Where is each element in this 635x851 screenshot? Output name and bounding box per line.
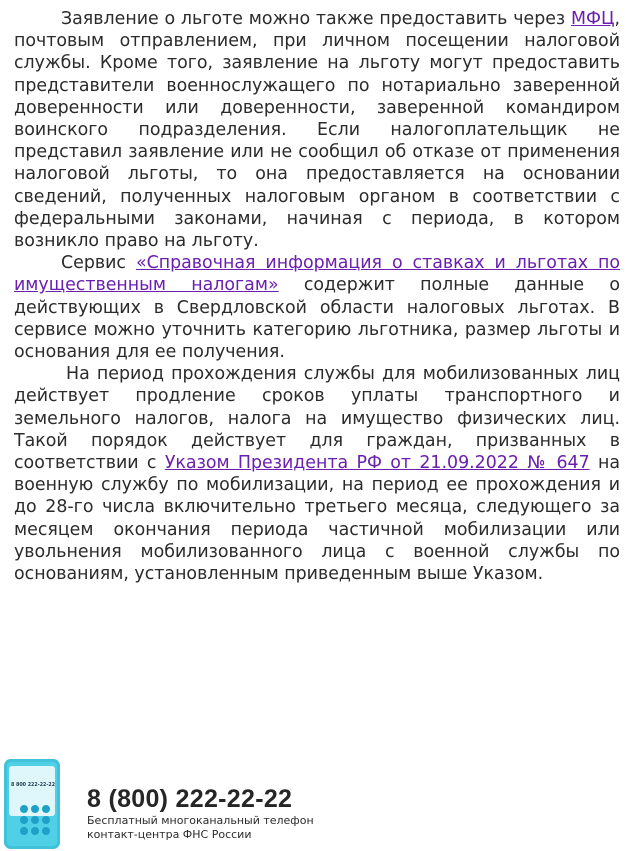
- phone-keypad-icon: [4, 759, 60, 849]
- key-dot: [42, 816, 50, 824]
- paragraph-text: На период прохождения службы для мобилизованных лиц действует продление сроков уплаты транспортного и земельного налогов, налога на имущество физических лиц. Такой порядок действует для граждан, призванных в соответствии с: [14, 364, 620, 474]
- hotline-phone-number: 8 (800) 222-22-22: [87, 785, 293, 813]
- paragraph-service: [14, 252, 620, 363]
- mfc-link[interactable]: МФЦ: [570, 9, 615, 29]
- paragraph-text: на военную службу по мобилизации, на период ее прохождения и до 28-го числа включительно третьего месяца, следующего за месяцем окончания периода частичной мобилизации или увольнения мобилизованного лица с военной службы по основаниям, установленным приведенным выше Указом.: [14, 453, 620, 585]
- presidential-decree-link[interactable]: Указом Президента РФ от 21.09.2022 № 647: [164, 453, 590, 474]
- key-dot: [31, 805, 39, 813]
- key-dot: [20, 805, 28, 813]
- key-dot: [31, 827, 39, 835]
- key-dot: [20, 827, 28, 835]
- hotline-description: [87, 814, 347, 842]
- paragraph-mfc: [14, 8, 620, 252]
- paragraph-mobilization: [14, 363, 620, 585]
- tax-rates-service-link[interactable]: «Справочная информация о ставках и льготах по имущественным налогам»: [14, 253, 620, 296]
- paragraph-text: Сервис: [61, 253, 136, 274]
- hotline-footer: [0, 755, 635, 851]
- hotline-description-line: контакт-центра ФНС России: [87, 828, 252, 841]
- key-dot: [42, 805, 50, 813]
- key-dot: [20, 816, 28, 824]
- paragraph-text: , почтовым отправлением, при личном посещении налоговой службы. Кроме того, заявление на льготу могут предоставить представители военнослужащего по нотариально заверенной доверенности или доверенности, заверенной командиром воинского подразделения. Если налогоплательщик не представил заявление или не сообщил об отказе от применения налоговой льготы, то она предоставляется на основании сведений, полученных налоговым органом в соответствии с федеральными законами, начиная с периода, в котором возникло право на льготу.: [14, 9, 620, 252]
- paragraph-text: содержит полные данные о действующих в Свердловской области налоговых льготах. В сервисе можно уточнить категорию льготника, размер льготы и основания для ее получения.: [14, 275, 620, 363]
- key-dot: [42, 827, 50, 835]
- keypad-dots: [20, 805, 52, 835]
- document-body: [14, 8, 620, 585]
- phone-icon-number: 8 800 222-22-22: [11, 783, 56, 788]
- paragraph-text: Заявление о льготе можно также предоставить через: [61, 9, 571, 29]
- key-dot: [31, 816, 39, 824]
- hotline-description-line: Бесплатный многоканальный телефон: [87, 814, 314, 827]
